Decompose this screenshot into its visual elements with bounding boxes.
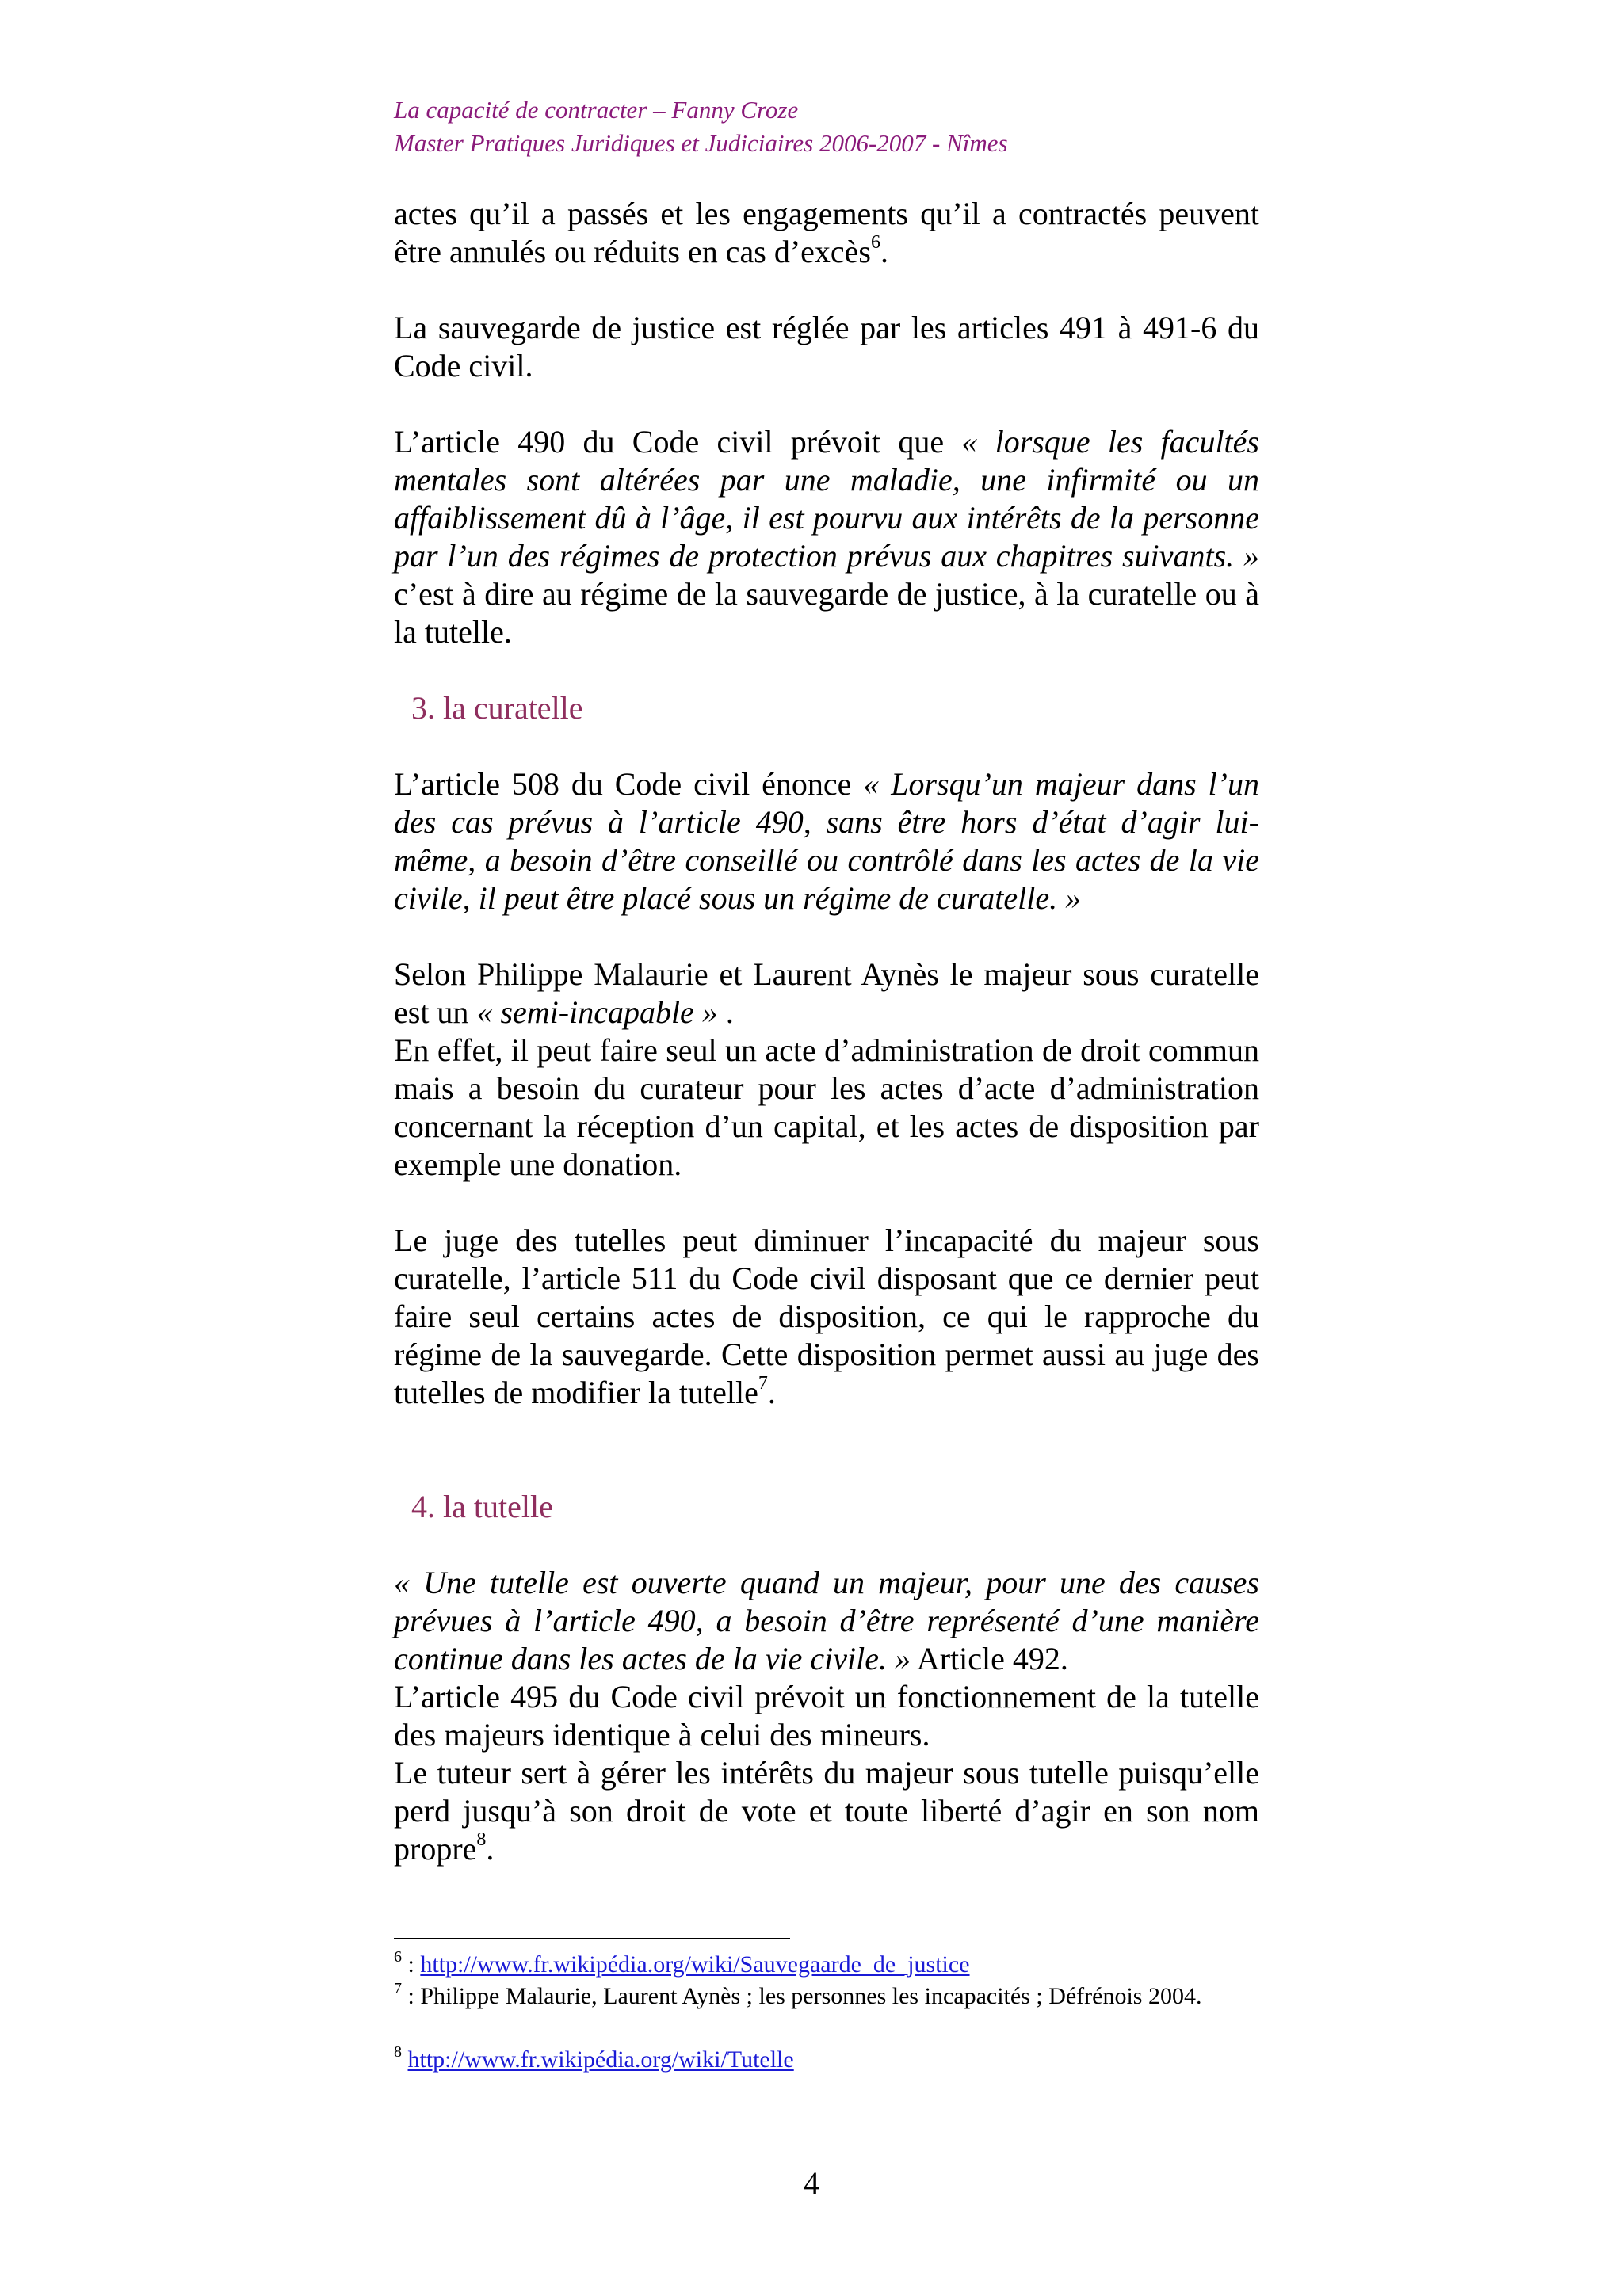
header-subtitle: Master Pratiques Juridiques et Judiciaires 2006-2007 - Nîmes — [394, 129, 1008, 157]
paragraph: L’article 490 du Code civil prévoit que « lorsque les facultés mentales sont altérées par une maladie, une infirmité ou un affaiblissement dû à l’âge, il est pourvu aux intérêts de la personne par l’un des régimes de protection prévus aux chapitres suivants. » c’est à dire au régime de la sauvegarde de justice, à la curatelle ou à la tutelle. — [394, 424, 1259, 650]
paragraph: « Une tutelle est ouverte quand un majeur, pour une des causes prévues à l’article 490, a besoin d’être représenté d’une manière continue dans les actes de la vie civile. » Article 492. — [394, 1565, 1259, 1676]
paragraph: actes qu’il a passés et les engagements qu’il a contractés peuvent être annulés ou réduits en cas d’excès$^6$. — [394, 196, 1259, 269]
page-number: 4 — [804, 2165, 819, 2201]
footnote-ref-6[interactable]: 6 — [870, 231, 880, 253]
footnote-8: $^8$ http://www.fr.wikipédia.org/wiki/Tutelle — [394, 2043, 794, 2073]
footnote-ref-7[interactable]: 7 — [758, 1372, 768, 1394]
quote: « semi-incapable » — [476, 994, 718, 1030]
quote: « Lorsqu’un majeur dans l’un des cas prévus à l’article 490, sans être hors d’état d’agir lui-même, a besoin d’être conseillé ou contrôlé dans les actes de la vie civile, il peut être placé sous un régime de curatelle. » — [394, 766, 1259, 916]
paragraph: Le juge des tutelles peut diminuer l’incapacité du majeur sous curatelle, l’article 511 du Code civil disposant que ce dernier peut faire seul certains actes de disposition, ce qui le rapproche du régime de la sauvegarde. Cette disposition permet aussi au juge des tutelles de modifier la tutelle$^7$. — [394, 1222, 1259, 1410]
section-heading-curatelle: 3. la curatelle — [411, 690, 583, 726]
footnote-6: $^6$ : http://www.fr.wikipédia.org/wiki/Sauvegaarde_de_justice — [394, 1948, 970, 1978]
footnote-ref-8[interactable]: 8 — [476, 1829, 487, 1850]
paragraph: L’article 508 du Code civil énonce « Lorsqu’un majeur dans l’un des cas prévus à l’article 490, sans être hors d’état d’agir lui-même, a besoin d’être conseillé ou contrôlé dans les actes de la vie civile, il peut être placé sous un régime de curatelle. » — [394, 766, 1259, 916]
quote: « Une tutelle est ouverte quand un majeur, pour une des causes prévues à l’article 490, a besoin d’être représenté d’une manière continue dans les actes de la vie civile. » — [394, 1565, 1259, 1676]
paragraph: L’article 495 du Code civil prévoit un fonctionnement de la tutelle des majeurs identique à celui des mineurs. — [394, 1679, 1259, 1753]
body-text — [394, 195, 1259, 1868]
footnote-7: $^7$ : Philippe Malaurie, Laurent Aynès ; les personnes les incapacités ; Défrénois 2004. — [394, 1980, 1202, 2009]
running-header — [394, 93, 1266, 160]
quote: « lorsque les facultés mentales sont altérées par une maladie, une infirmité ou un affaiblissement dû à l’âge, il est pourvu aux intérêts de la personne par l’un des régimes de protection prévus aux chapitres suivants. » — [394, 424, 1259, 574]
paragraph: En effet, il peut faire seul un acte d’administration de droit commun mais a besoin du curateur pour les actes d’acte d’administration concernant la réception d’un capital, et les actes de disposition par exemple une donation. — [394, 1032, 1259, 1182]
header-title: La capacité de contracter – Fanny Croze — [394, 96, 799, 124]
paragraph: Selon Philippe Malaurie et Laurent Aynès le majeur sous curatelle est un « semi-incapable » . — [394, 956, 1259, 1030]
section-heading-tutelle: 4. la tutelle — [411, 1489, 553, 1524]
footnote-link-sauvegarde[interactable]: http://www.fr.wikipédia.org/wiki/Sauvegaarde_de_justice — [420, 1951, 970, 1978]
footnote-separator — [394, 1938, 790, 1939]
footnote-link-tutelle[interactable]: http://www.fr.wikipédia.org/wiki/Tutelle — [407, 2046, 794, 2073]
paragraph: Le tuteur sert à gérer les intérêts du majeur sous tutelle puisqu’elle perd jusqu’à son droit de vote et toute liberté d’agir en son nom propre$^8$. — [394, 1755, 1259, 1867]
footnotes — [394, 1949, 1259, 2076]
paragraph: La sauvegarde de justice est réglée par les articles 491 à 491-6 du Code civil. — [394, 310, 1259, 383]
